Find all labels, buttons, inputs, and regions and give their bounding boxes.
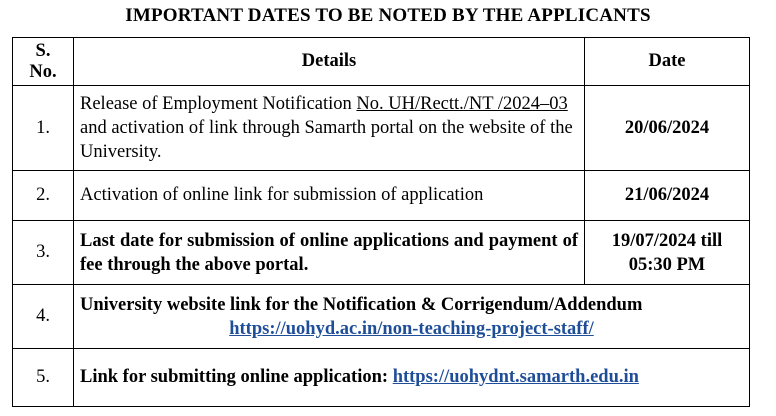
important-dates-table xyxy=(12,37,750,407)
row-date-line1: 19/07/2024 till xyxy=(611,230,723,251)
notification-website-link[interactable]: https://uohyd.ac.in/non-teaching-project-staff/ xyxy=(229,318,594,339)
page-title: IMPORTANT DATES TO BE NOTED BY THE APPLICANTS xyxy=(125,5,651,26)
header-details: Details xyxy=(74,38,585,86)
table-row xyxy=(13,285,750,349)
row-details xyxy=(74,86,585,171)
row-details-text: Link for submitting online application: xyxy=(80,367,393,387)
table-row xyxy=(13,86,750,171)
row-details: Last date for submission of online applications and payment of fee through the above portal. xyxy=(74,221,585,285)
row-details-text: University website link for the Notification & Corrigendum/Addendum xyxy=(80,294,643,315)
row-sno: 1. xyxy=(13,86,74,171)
row-sno: 2. xyxy=(13,171,74,221)
row-date xyxy=(585,221,750,285)
table-row xyxy=(13,221,750,285)
row-date-line2: 05:30 PM xyxy=(628,254,706,275)
header-sno-line1: S. xyxy=(35,40,51,61)
row-details: Activation of online link for submission of application xyxy=(74,171,585,221)
header-sno-line2: No. xyxy=(29,61,57,82)
row-details xyxy=(74,285,750,349)
row-date: 21/06/2024 xyxy=(585,171,750,221)
row-sno: 4. xyxy=(13,285,74,349)
table-row xyxy=(13,349,750,407)
header-sno xyxy=(13,38,74,86)
row-details-text: Release of Employment Notification xyxy=(80,94,357,114)
table-row xyxy=(13,171,750,221)
application-portal-link[interactable]: https://uohydnt.samarth.edu.in xyxy=(392,367,639,387)
row-details xyxy=(74,349,750,407)
row-details-text: and activation of link through Samarth portal on the website of the University. xyxy=(80,118,573,162)
header-date: Date xyxy=(585,38,750,86)
row-sno: 3. xyxy=(13,221,74,285)
notification-number: No. UH/Rectt./NT /2024–03 xyxy=(356,94,568,114)
row-date: 20/06/2024 xyxy=(585,86,750,171)
row-sno: 5. xyxy=(13,349,74,407)
table-header-row xyxy=(13,38,750,86)
